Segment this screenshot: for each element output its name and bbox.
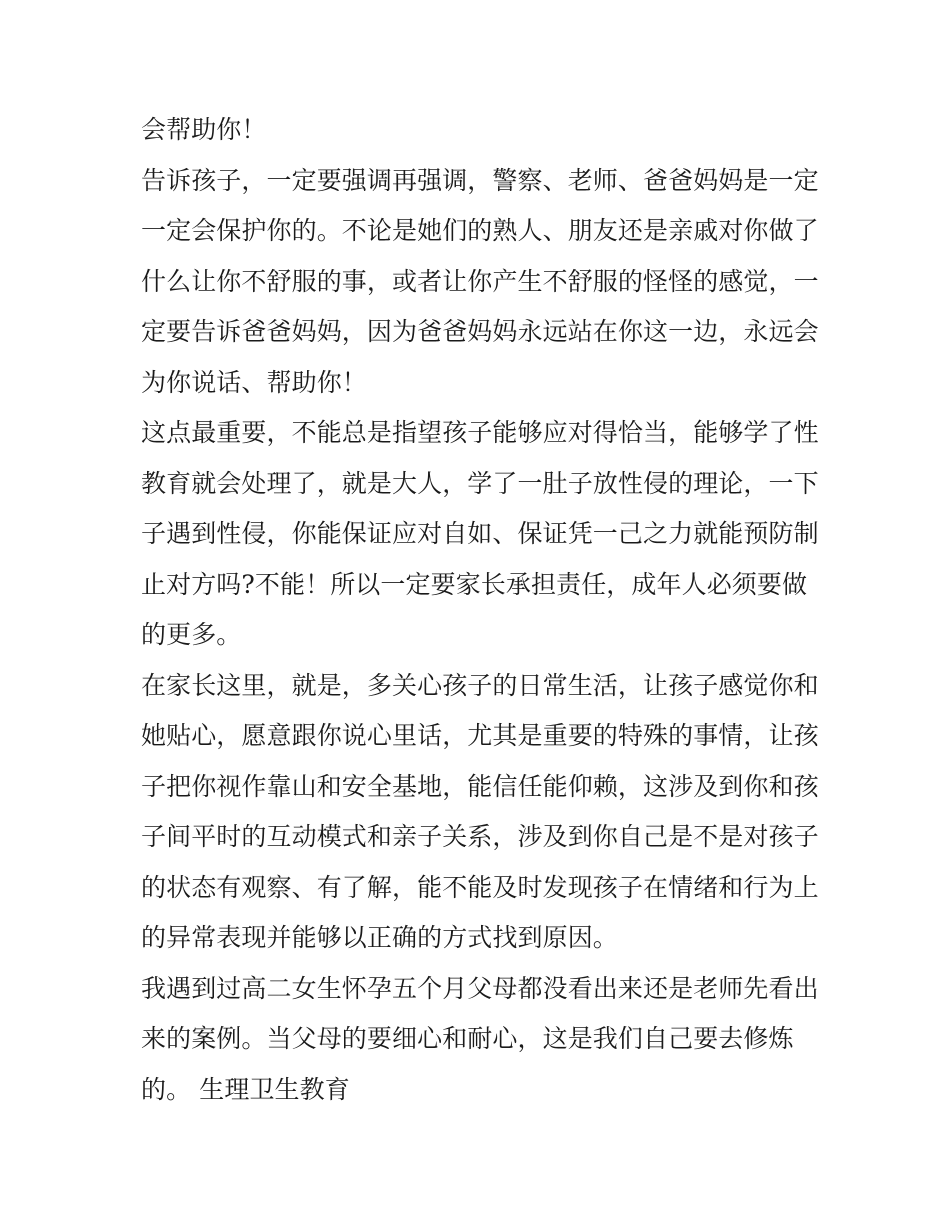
text-line: 什么让你不舒服的事，或者让你产生不舒服的怪怪的感觉，一 [141, 266, 819, 296]
text-line: 来的案例。当父母的要细心和耐心，这是我们自己要去修炼 [141, 1024, 794, 1053]
text-line: 子遇到性侵，你能保证应对自如、保证凭一己之力就能预防制 [141, 519, 819, 548]
text-line: 的。 生理卫生教育 [141, 1074, 350, 1104]
text-line: 子把你视作靠山和安全基地，能信任能仰赖，这涉及到你和孩 [141, 771, 819, 801]
text-line: 的更多。 [141, 620, 242, 649]
text-line: 的异常表现并能够以正确的方式找到原因。 [141, 923, 618, 952]
text-line: 的状态有观察、有了解，能不能及时发现孩子在情绪和行为上 [141, 872, 819, 902]
text-line: 告诉孩子，一定要强调再强调，警察、老师、爸爸妈妈是一定 [141, 165, 819, 195]
text-line: 一定会保护你的。不论是她们的熟人、朋友还是亲戚对你做了 [141, 216, 819, 245]
text-line: 止对方吗?不能！所以一定要家长承担责任，成年人必须要做 [141, 569, 808, 599]
text-line: 这点最重要，不能总是指望孩子能够应对得恰当，能够学了性 [141, 418, 819, 447]
text-line: 在家长这里，就是，多关心孩子的日常生活，让孩子感觉你和 [141, 670, 819, 700]
text-line: 会帮助你！ [141, 115, 267, 144]
text-line: 我遇到过高二女生怀孕五个月父母都没看出来还是老师先看出 [141, 973, 819, 1003]
text-line: 定要告诉爸爸妈妈，因为爸爸妈妈永远站在你这一边，永远会 [141, 317, 819, 346]
text-line: 她贴心，愿意跟你说心里话，尤其是重要的特殊的事情，让孩 [141, 721, 819, 750]
body-text [141, 108, 821, 1118]
text-line: 子间平时的互动模式和亲子关系，涉及到你自己是不是对孩子 [141, 822, 819, 851]
text-line: 为你说话、帮助你！ [141, 367, 367, 397]
text-line: 教育就会处理了，就是大人，学了一肚子放性侵的理论，一下 [141, 468, 819, 498]
